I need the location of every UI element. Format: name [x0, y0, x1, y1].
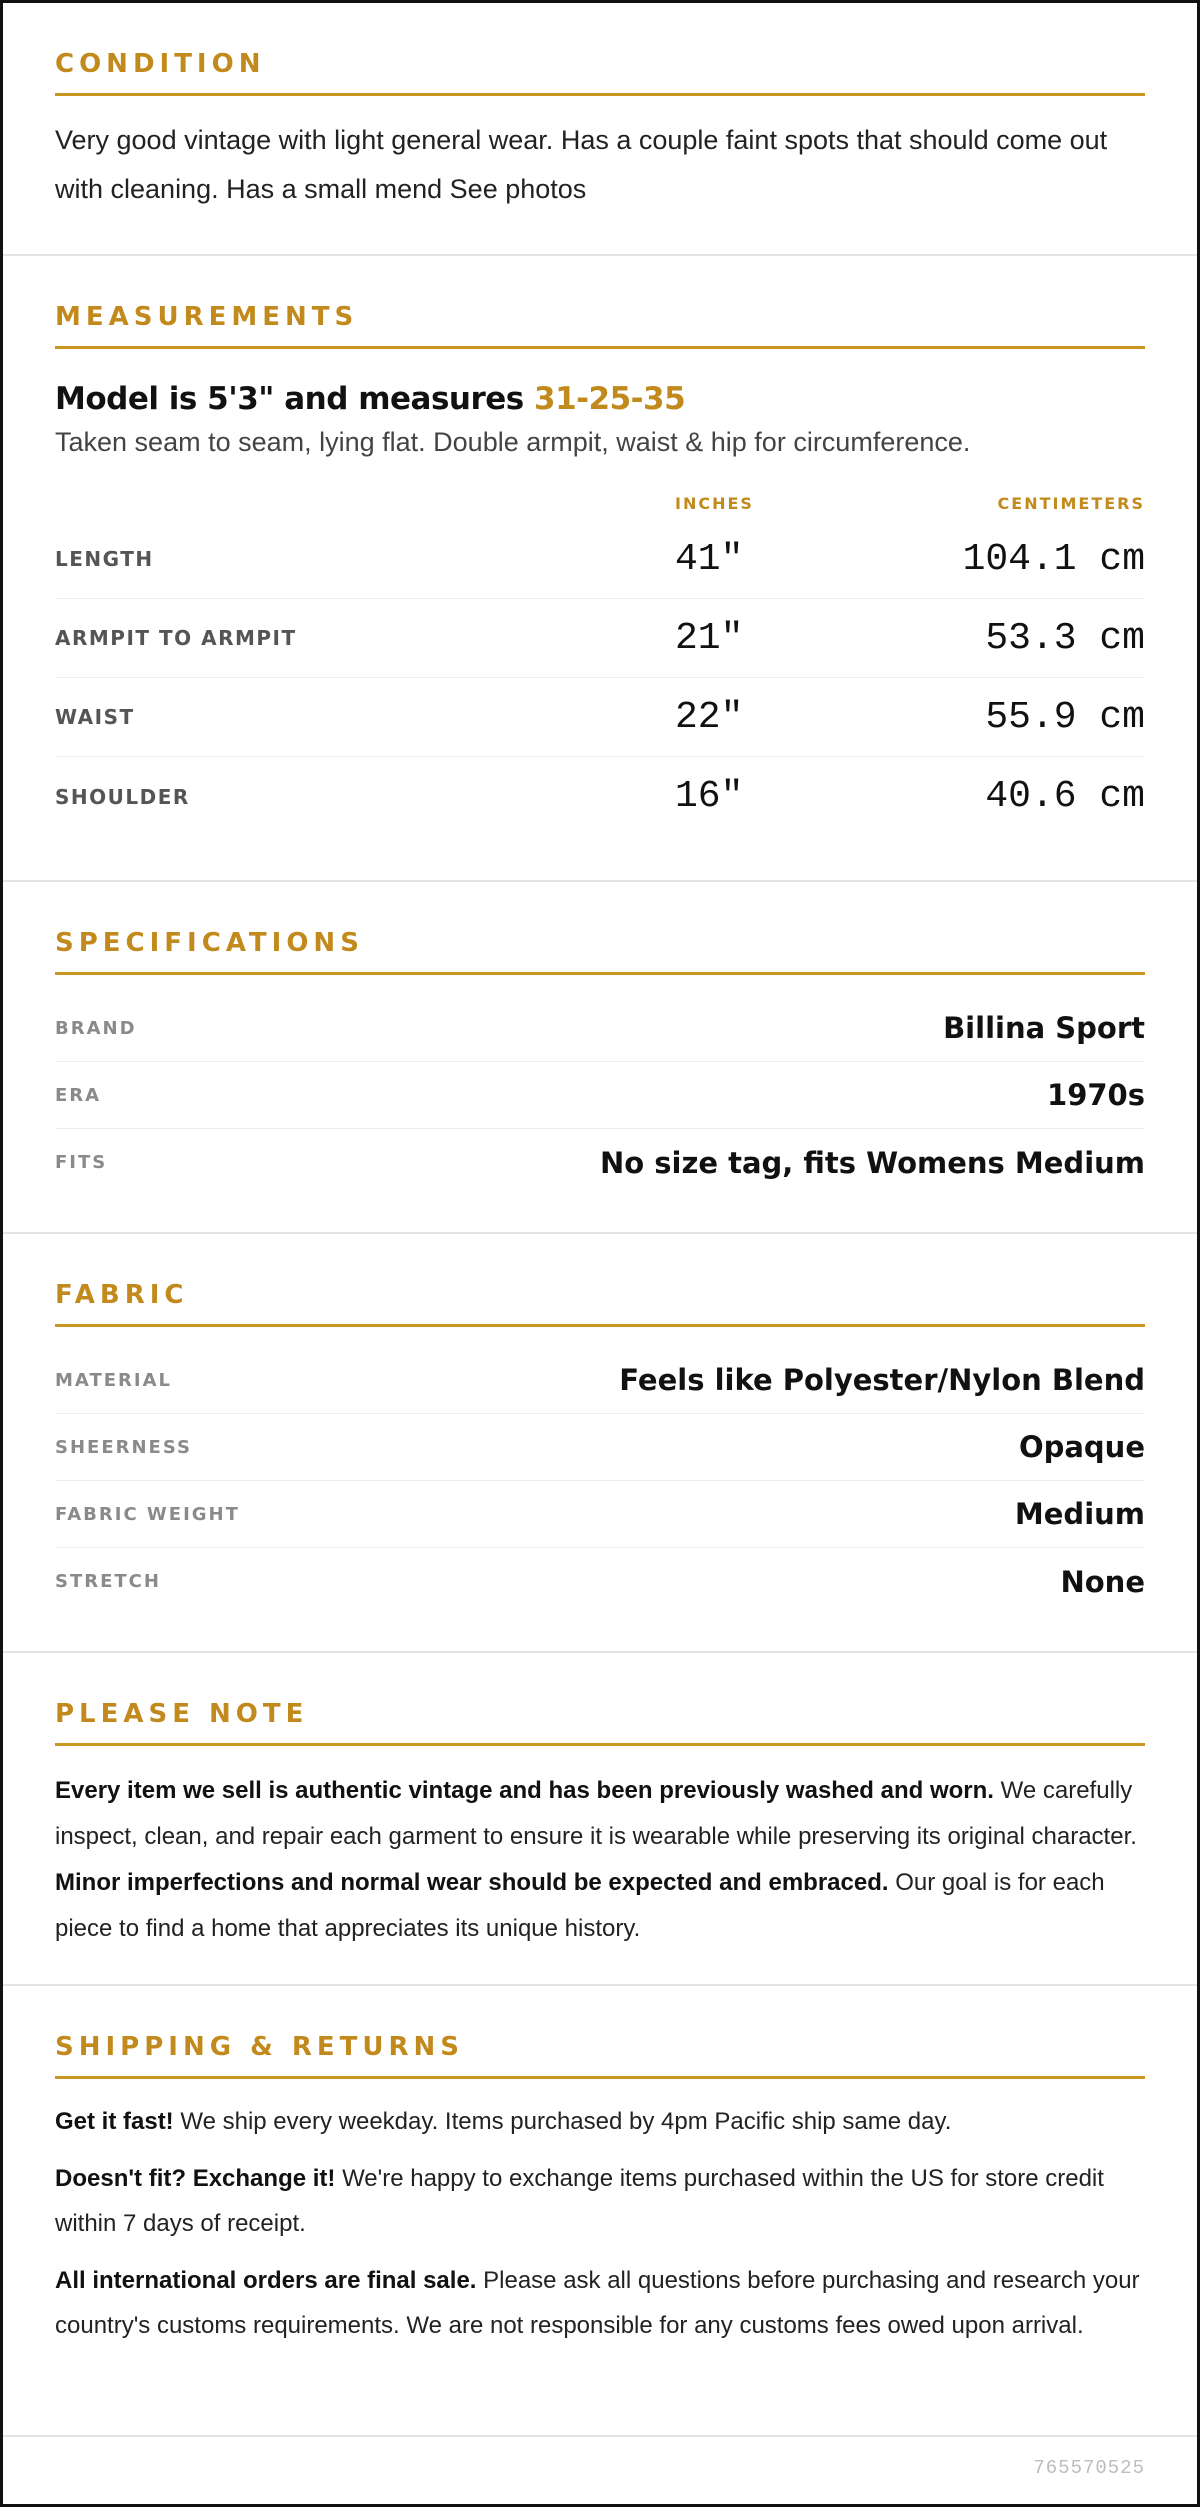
col-cm-header: CENTIMETERS [997, 493, 1145, 513]
please-note-section [3, 1653, 1197, 1986]
condition-text: Very good vintage with light general wear. Has a couple faint spots that should come out with cleaning. Has a small mend See photos [55, 125, 1108, 204]
spec-row [55, 1129, 1145, 1196]
fabric-value: Feels like Polyester/Nylon Blend [619, 1363, 1145, 1397]
shipping-text [55, 2099, 1145, 2348]
shipping-paragraph [55, 2099, 1145, 2144]
note-bold-1: Every item we sell is authentic vintage and has been previously washed and worn. [55, 1777, 994, 1804]
shipping-bold: All international orders are final sale. [55, 2267, 477, 2294]
measurement-label: WAIST [55, 705, 135, 729]
please-note-heading: PLEASE NOTE [55, 1699, 1145, 1746]
measurement-label: ARMPIT TO ARMPIT [55, 626, 297, 650]
measurement-row [55, 678, 1145, 757]
shipping-section [3, 1986, 1197, 2437]
shipping-paragraph [55, 2258, 1145, 2348]
shipping-body: Please ask all questions before purchasing and research your country's customs requirements. We are not responsible for any customs fees owed upon arrival. [55, 2267, 1140, 2339]
spec-row [55, 1062, 1145, 1129]
fabric-value: None [1060, 1564, 1145, 1599]
model-measures-value: 31-25-35 [534, 381, 686, 417]
please-note-text [55, 1768, 1145, 1952]
note-text-2: Our goal is for each piece to find a home that appreciates its unique history. [55, 1869, 1105, 1942]
measurement-inches: 22" [675, 695, 744, 739]
col-inches-header: INCHES [675, 493, 754, 513]
measurements-section [3, 256, 1197, 882]
note-bold-2: Minor imperfections and normal wear should be expected and embraced. [55, 1869, 889, 1896]
measurement-row [55, 520, 1145, 599]
fabric-label: MATERIAL [55, 1369, 172, 1391]
spec-label: BRAND [55, 1017, 137, 1039]
condition-section [3, 3, 1197, 256]
shipping-paragraph [55, 2156, 1145, 2246]
condition-heading: CONDITION [55, 49, 1145, 96]
spec-label: FITS [55, 1152, 108, 1173]
fabric-row [55, 1414, 1145, 1481]
measurements-header-row [55, 486, 1145, 520]
fabric-row [55, 1548, 1145, 1615]
measurement-inches: 16" [675, 775, 744, 818]
specifications-list [55, 995, 1145, 1196]
fabric-label: STRETCH [55, 1571, 161, 1592]
measurement-inches: 41" [675, 537, 744, 581]
measurement-row [55, 599, 1145, 678]
fabric-list [55, 1347, 1145, 1615]
note-text-1: We carefully inspect, clean, and repair each garment to ensure it is wearable while preserving its original character. [55, 1777, 1137, 1850]
measurement-cm: 55.9 cm [985, 695, 1145, 739]
fabric-label: SHEERNESS [55, 1436, 192, 1458]
shipping-bold: Doesn't fit? Exchange it! [55, 2165, 336, 2192]
shipping-body: We ship every weekday. Items purchased by 4pm Pacific ship same day. [173, 2108, 952, 2135]
fabric-label: FABRIC WEIGHT [55, 1503, 240, 1525]
sku-number: 765570525 [1033, 2457, 1145, 2479]
specifications-section [3, 882, 1197, 1234]
measurement-cm: 53.3 cm [985, 616, 1145, 660]
fabric-section [3, 1234, 1197, 1653]
spec-row [55, 995, 1145, 1062]
measurement-inches: 21" [675, 616, 744, 660]
shipping-body: We're happy to exchange items purchased within the US for store credit within 7 days of receipt. [55, 2165, 1104, 2237]
fabric-row [55, 1347, 1145, 1414]
measurements-heading: MEASUREMENTS [55, 302, 1145, 349]
shipping-bold: Get it fast! [55, 2108, 174, 2135]
spec-value: 1970s [1047, 1078, 1145, 1112]
model-measures-line [55, 381, 1145, 417]
measurement-row [55, 757, 1145, 836]
fabric-row [55, 1481, 1145, 1548]
fabric-value: Opaque [1018, 1430, 1145, 1464]
fabric-value: Medium [1014, 1497, 1145, 1531]
measurements-table [55, 486, 1145, 836]
fabric-heading: FABRIC [55, 1280, 1145, 1327]
specifications-heading: SPECIFICATIONS [55, 928, 1145, 975]
spec-value: No size tag, fits Womens Medium [599, 1145, 1145, 1180]
spec-label: ERA [55, 1084, 102, 1106]
footer [3, 2437, 1197, 2507]
model-prefix: Model is 5'3" and measures [55, 381, 535, 417]
measurement-cm: 104.1 cm [962, 537, 1145, 581]
spec-value: Billina Sport [943, 1011, 1145, 1045]
shipping-heading: SHIPPING & RETURNS [55, 2032, 1145, 2079]
measurement-cm: 40.6 cm [985, 775, 1145, 818]
measurement-note: Taken seam to seam, lying flat. Double armpit, waist & hip for circumference. [55, 427, 971, 457]
measurement-label: LENGTH [55, 547, 154, 571]
measurement-label: SHOULDER [55, 784, 190, 809]
